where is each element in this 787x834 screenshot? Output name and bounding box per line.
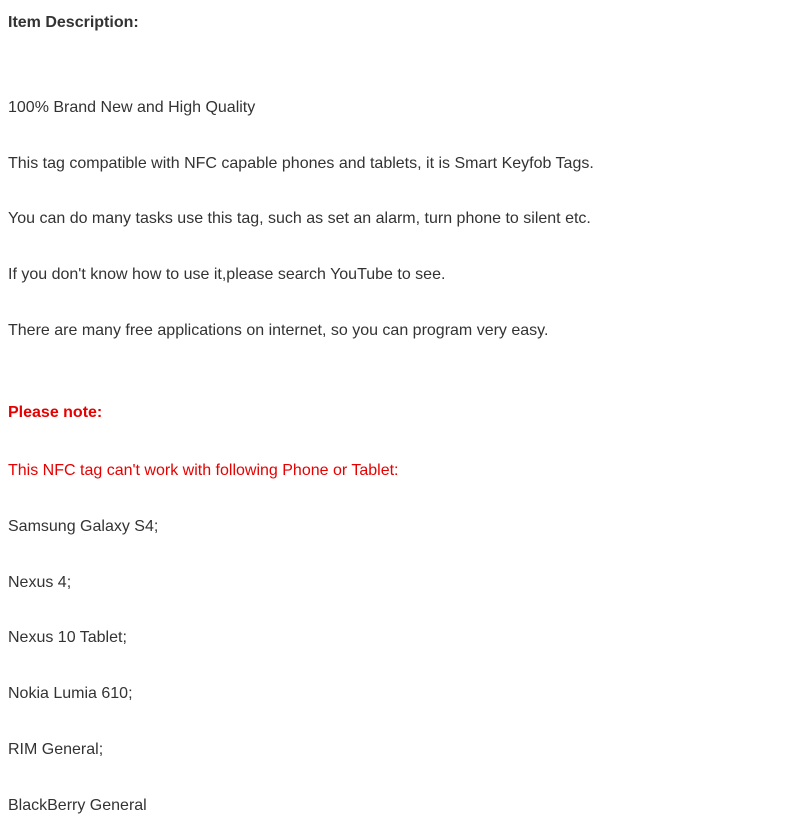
please-note-text: This NFC tag can't work with following Phone or Tablet: (8, 462, 399, 479)
device-item-3: Nexus 10 Tablet; (8, 629, 127, 646)
device-item-4: Nokia Lumia 610; (8, 685, 133, 702)
please-note-heading: Please note: (8, 404, 103, 421)
device-item-6: BlackBerry General (8, 797, 147, 814)
description-line-4: If you don't know how to use it,please search YouTube to see. (8, 266, 446, 283)
description-line-2: This tag compatible with NFC capable phones and tablets, it is Smart Keyfob Tags. (8, 155, 594, 172)
description-line-3: You can do many tasks use this tag, such as set an alarm, turn phone to silent etc. (8, 210, 591, 227)
device-item-1: Samsung Galaxy S4; (8, 518, 159, 535)
description-line-5: There are many free applications on internet, so you can program very easy. (8, 322, 549, 339)
description-line-1: 100% Brand New and High Quality (8, 99, 256, 116)
device-item-2: Nexus 4; (8, 574, 72, 591)
device-item-5: RIM General; (8, 741, 104, 758)
item-description-heading: Item Description: (8, 14, 139, 31)
